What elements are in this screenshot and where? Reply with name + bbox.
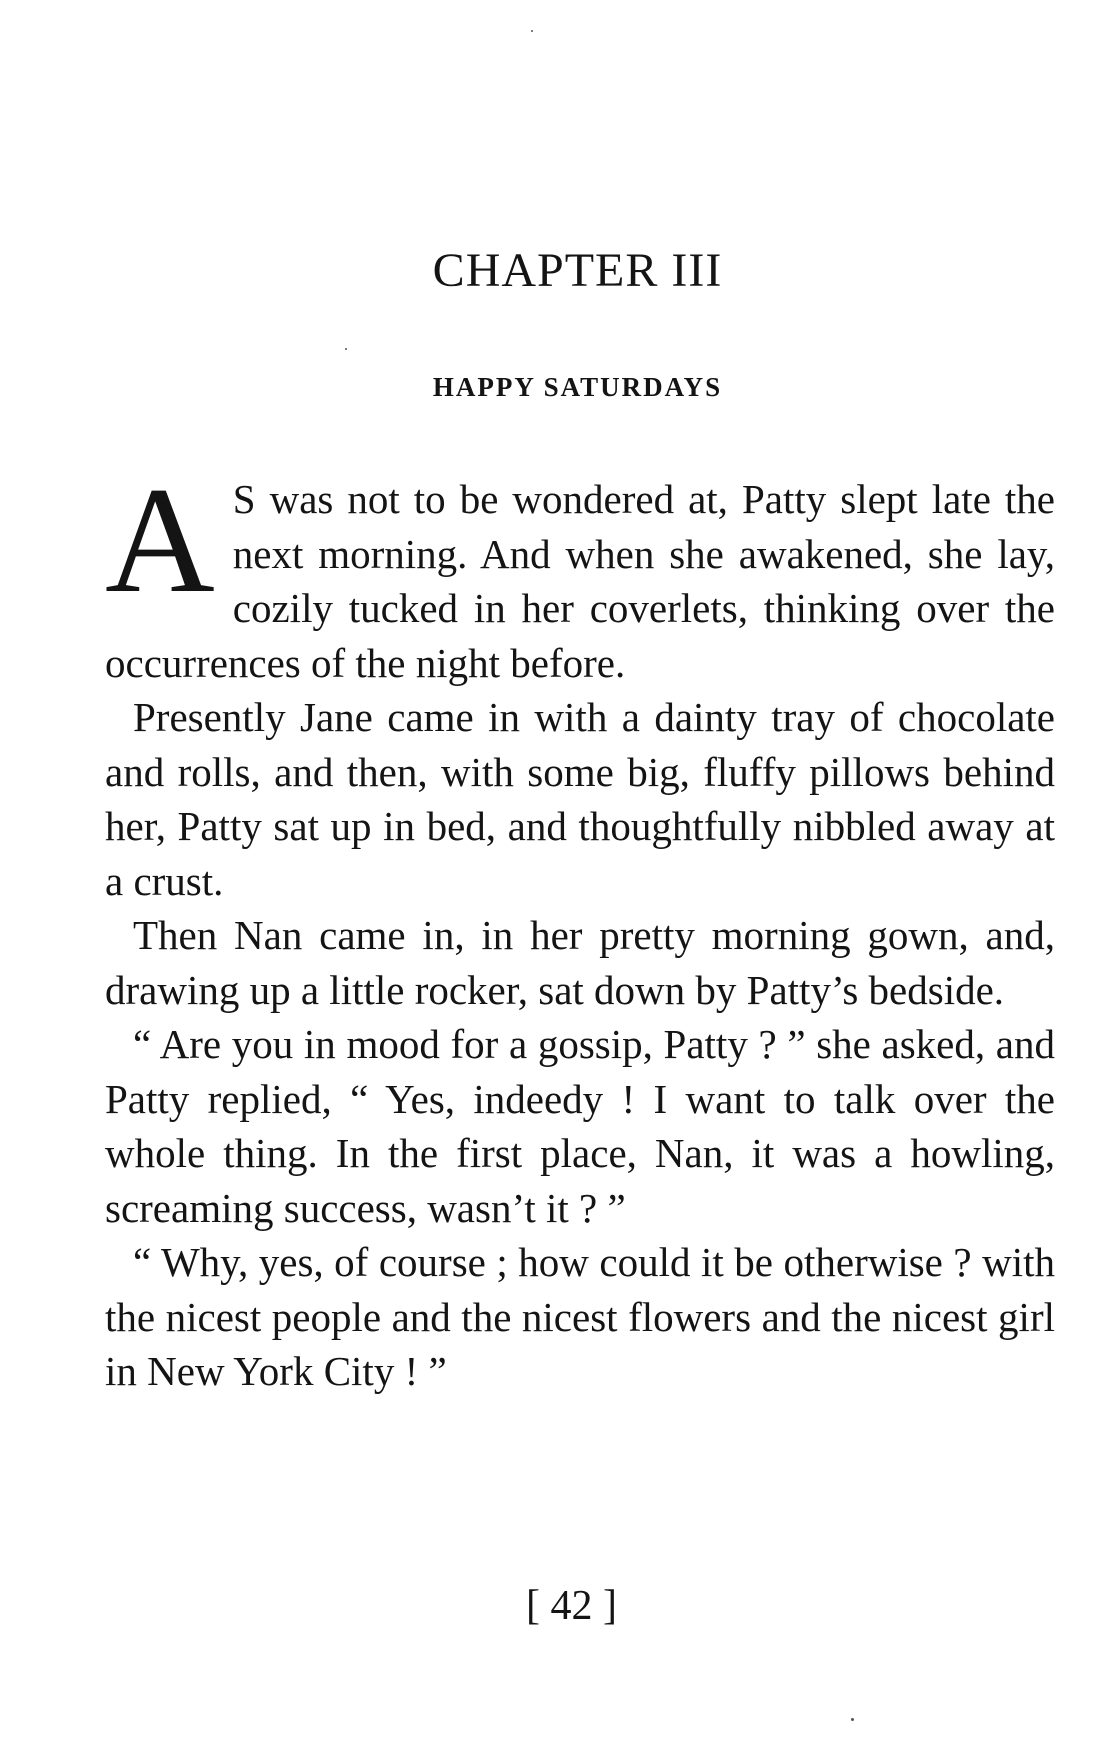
scan-speck bbox=[851, 1718, 854, 1721]
paragraph-5: “ Why, yes, of course ; how could it be otherwise ? with the nicest people and the nicest flowers and the nicest girl in New York City ! ” bbox=[105, 1239, 1055, 1394]
paragraph-2: Presently Jane came in with a dainty tray of chocolate and rolls, and then, with some big, fluffy pillows behind her, Patty sat up in bed, and thoughtfully nibbled away at a crust. bbox=[105, 694, 1055, 904]
paragraph-4: “ Are you in mood for a gossip, Patty ? ” she asked, and Patty replied, “ Yes, indeedy ! I want to talk over the whole thing. In the first place, Nan, it was a howling, screaming success, wasn’t it ? ” bbox=[105, 1021, 1055, 1231]
paragraph-1-text: S was not to be wondered at, Patty slept late the next morning. And when she awakened, she lay, cozily tucked in her coverlets, thinking over the occurrences of the night before. bbox=[105, 476, 1055, 686]
body-text bbox=[105, 456, 1055, 1399]
chapter-title: CHAPTER III bbox=[432, 244, 723, 297]
scan-speck bbox=[345, 348, 347, 350]
paragraph-1 bbox=[105, 456, 1055, 690]
drop-cap: A bbox=[105, 456, 215, 624]
page-number: [ 42 ] bbox=[526, 1583, 617, 1629]
chapter-subtitle: HAPPY SATURDAYS bbox=[432, 372, 723, 402]
paragraph-3: Then Nan came in, in her pretty morning gown, and, drawing up a little rocker, sat down by Patty’s bedside. bbox=[105, 912, 1055, 1013]
scan-speck bbox=[531, 30, 533, 32]
